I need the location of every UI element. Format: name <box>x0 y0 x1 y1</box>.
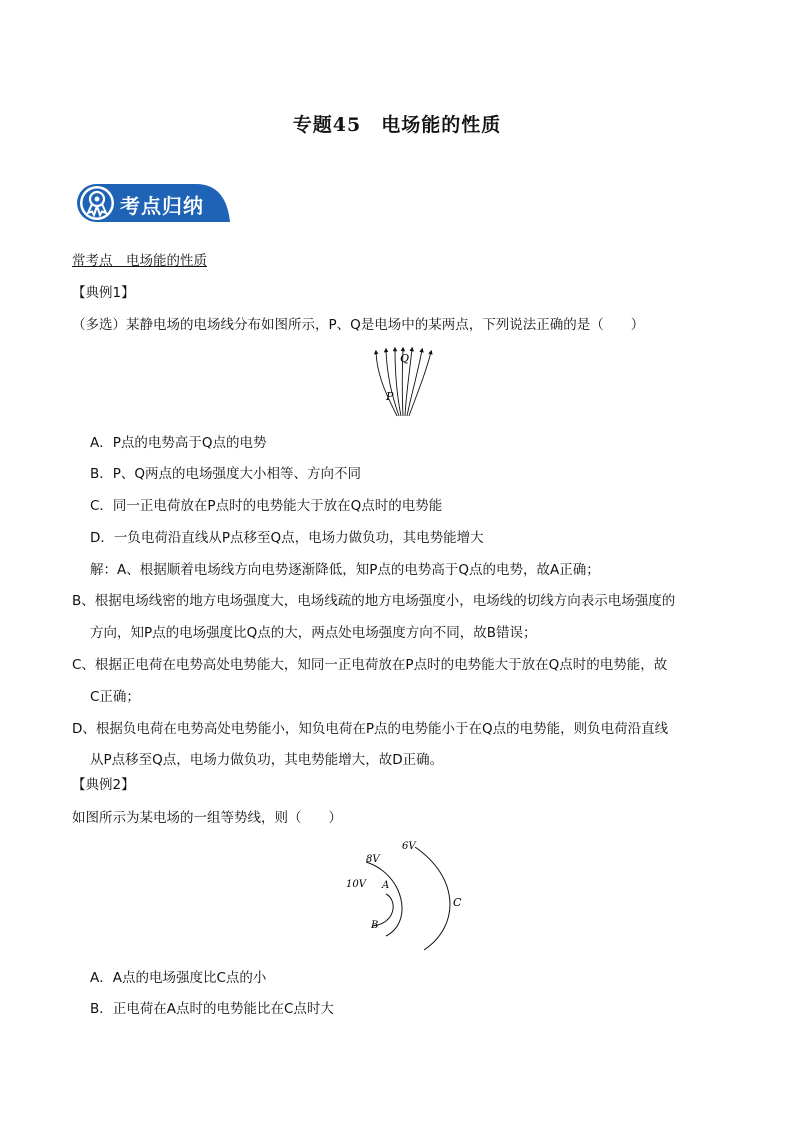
example1-solution-line: B、根据电场线密的地方电场强度大，电场线疏的地方电场强度小，电场线的切线方向表示电场强度的 <box>72 593 676 609</box>
example2-label: 【典例2】 <box>72 777 135 793</box>
example1-option-a: A．P点的电势高于Q点的电势 <box>90 435 267 451</box>
award-ribbon-icon <box>76 182 118 224</box>
example1-solution-line: C正确； <box>90 689 140 705</box>
section-heading: 常考点 电场能的性质 <box>72 253 207 269</box>
label-6v: 6V <box>402 841 416 852</box>
example1-solution-line: 从P点移至Q点，电场力做负功，其电势能增大，故D正确。 <box>90 752 444 768</box>
equipotential-figure <box>340 838 470 954</box>
label-a: A <box>382 880 390 891</box>
example1-question: （多选）某静电场的电场线分布如图所示，P、Q是电场中的某两点，下列说法正确的是（ ） <box>72 317 645 333</box>
label-q: Q <box>400 352 410 365</box>
example2-question: 如图所示为某电场的一组等势线，则（ ） <box>72 810 342 826</box>
example1-solution-line: 解：A、根据顺着电场线方向电势逐渐降低，知P点的电势高于Q点的电势，故A正确； <box>90 562 600 578</box>
example2-option-b: B．正电荷在A点时的电势能比在C点时大 <box>90 1001 334 1017</box>
example1-option-b: B．P、Q两点的电场强度大小相等、方向不同 <box>90 466 362 482</box>
label-b: B <box>371 920 379 931</box>
field-lines-figure <box>365 346 445 420</box>
section-banner <box>76 182 230 224</box>
label-p: P <box>386 390 394 403</box>
page-title: 专题45 电场能的性质 <box>292 114 502 136</box>
example1-solution-line: D、根据负电荷在电势高处电势能小，知负电荷在P点的电势能小于在Q点的电势能，则负电荷沿直线 <box>72 721 669 737</box>
label-c: C <box>453 896 462 909</box>
example1-solution-line: 方向，知P点的电场强度比Q点的大，两点处电场强度方向不同，故B错误； <box>90 625 537 641</box>
banner-label: 考点归纳 <box>120 194 204 218</box>
example2-option-a: A．A点的电场强度比C点的小 <box>90 970 267 986</box>
example1-label: 【典例1】 <box>72 285 135 301</box>
equipotential-line-6v <box>415 847 450 950</box>
label-8v: 8V <box>366 854 380 865</box>
example1-solution-line: C、根据正电荷在电势高处电势能大，知同一正电荷放在P点时的电势能大于放在Q点时的电势能，故 <box>72 657 668 673</box>
label-10v: 10V <box>346 879 366 890</box>
example1-option-c: C．同一正电荷放在P点时的电势能大于放在Q点时的电势能 <box>90 498 443 514</box>
example1-option-d: D．一负电荷沿直线从P点移至Q点，电场力做负功，其电势能增大 <box>90 530 484 546</box>
